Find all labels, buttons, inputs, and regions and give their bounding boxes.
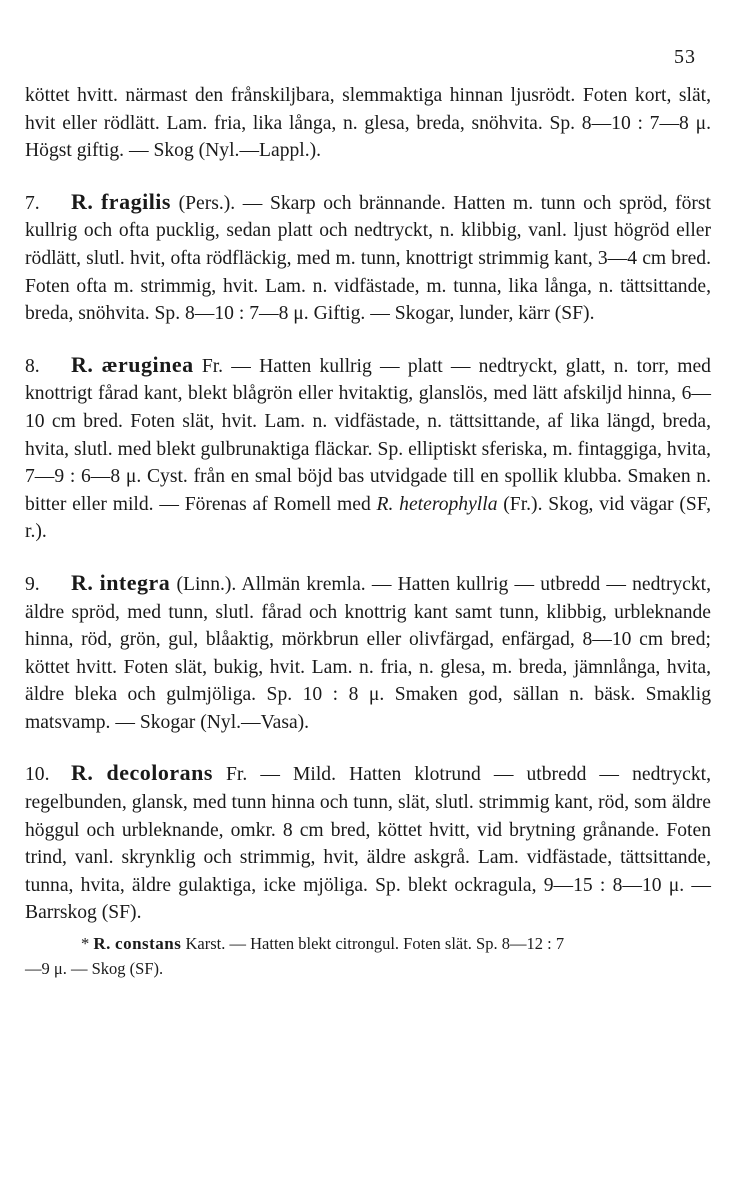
entry-integra [25, 569, 711, 737]
species-name: decolorans [106, 760, 213, 786]
entry-text: — Mild. Hatten klotrund — utbredd — nedtryckt, regelbunden, glansk, med tunn hinna och tunn, slät, slutl. strimmig kant, röd, som äldre höggul och urbleknande, omkr. 8 cm bred, köttet hvitt, vid brytning grånande. Foten trind, vanl. skrynklig och strimmig, hvit, äldre askgrå. Lam. vidfästade, tättsittande, tunna, hvita, äldre gulaktiga, icke mjöliga. Sp. blekt ockragula, 9—15 : 8—10 μ. — Barrskog (SF). [25, 764, 711, 924]
species-author: Fr. [226, 764, 248, 786]
entry-continuation [25, 82, 711, 165]
entry-text: köttet hvitt. närmast den frånskiljbara, slemmaktiga hinnan ljusrödt. Foten kort, slät, hvit eller rödlätt. Lam. fria, lika långa, n. glesa, breda, snöhvita. Sp. 8—10 : 7—8 μ. Högst giftig. — Skog (Nyl.—Lappl.). [25, 85, 711, 162]
entry-number: 8. [25, 355, 40, 377]
footnote-constans [25, 931, 711, 981]
entry-decolorans [25, 759, 711, 981]
page-body [25, 82, 711, 981]
species-name: æruginea [101, 351, 194, 377]
entry-text-end: (Fr.). Skog, vid vägar (SF, r.). [25, 493, 711, 543]
entry-text: — Hatten kullrig — platt — nedtryckt, glatt, n. torr, med knottrigt fårad kant, blekt blågrön eller hvitaktig, glanslös, med lätt afskiljd hinna, 6—10 cm bred. Foten slät, hvit. Lam. n. vidfästade, n. tättsittande, af lika längd, breda, hvita, slutl. med blekt gulbrunaktiga fläckar. Sp. elliptiskt sferiska, m. fintaggiga, hvita, 7—9 : 6—8 μ. Cyst. från en smal böjd bas utvidgade till en spollik klubba. Smaken n. bitter eller mild. — Förenas af Romell med [25, 355, 711, 515]
genus-abbrev: R. [71, 351, 94, 377]
species-name: integra [99, 569, 171, 595]
genus-abbrev: R. [71, 760, 94, 786]
footnote-text-continued: —9 μ. — Skog (SF). [25, 959, 164, 979]
species-author: Karst. [185, 934, 226, 954]
cross-reference: R. heterophylla [376, 493, 498, 515]
entry-text: Allmän kremla. — Hatten kullrig — utbredd — nedtryckt, äldre spröd, med tunn, slutl. fårad och knottrig kant samt tunn, klibbig, urbleknande hinna, röd, grön, gul, blåaktig, mörkbrun eller olivfärgad, enfärgad, 8—10 cm bred; köttet hvitt. Foten slät, bukig, hvit. Lam. n. fria, n. glesa, m. breda, jämnlånga, hvita, äldre bleka och gulmjöliga. Sp. 10 : 8 μ. Smaken god, sällan n. bäsk. Smaklig matsvamp. — Skogar (Nyl.—Vasa). [25, 573, 711, 733]
entry-number: 9. [25, 573, 40, 595]
entry-number: 7. [25, 192, 40, 214]
footnote-text: — Hatten blekt citrongul. Foten slät. Sp. 8—12 : 7 [225, 934, 565, 954]
entry-aeruginea [25, 351, 711, 546]
species-name: constans [115, 934, 182, 954]
species-author: (Linn.). [176, 573, 237, 595]
page-number: 53 [674, 46, 696, 68]
species-author: Fr. [201, 355, 224, 377]
genus-abbrev: R. [71, 569, 94, 595]
entry-fragilis [25, 188, 711, 328]
genus-abbrev: R. [71, 188, 94, 214]
genus-abbrev: R. [93, 934, 111, 954]
entry-text: — Skarp och brännande. Hatten m. tunn och spröd, först kullrig och ofta pucklig, sedan platt och nedtryckt, n. klibbig, vanl. ljust högröd eller rödlätt, slutl. hvit, ofta rödfläckig, med m. tunn, knottrigt strimmig kant, 3—4 cm bred. Foten ofta m. strimmig, hvit. Lam. n. vidfästade, m. tunna, lika långa, n. tättsittande, breda, snöhvita. Sp. 8—10 : 7—8 μ. Giftig. — Skogar, lunder, kärr (SF). [25, 192, 711, 325]
species-name: fragilis [100, 188, 171, 214]
species-author: (Pers.). [178, 192, 236, 214]
footnote-marker: * [81, 934, 90, 954]
entry-number: 10. [25, 764, 50, 786]
